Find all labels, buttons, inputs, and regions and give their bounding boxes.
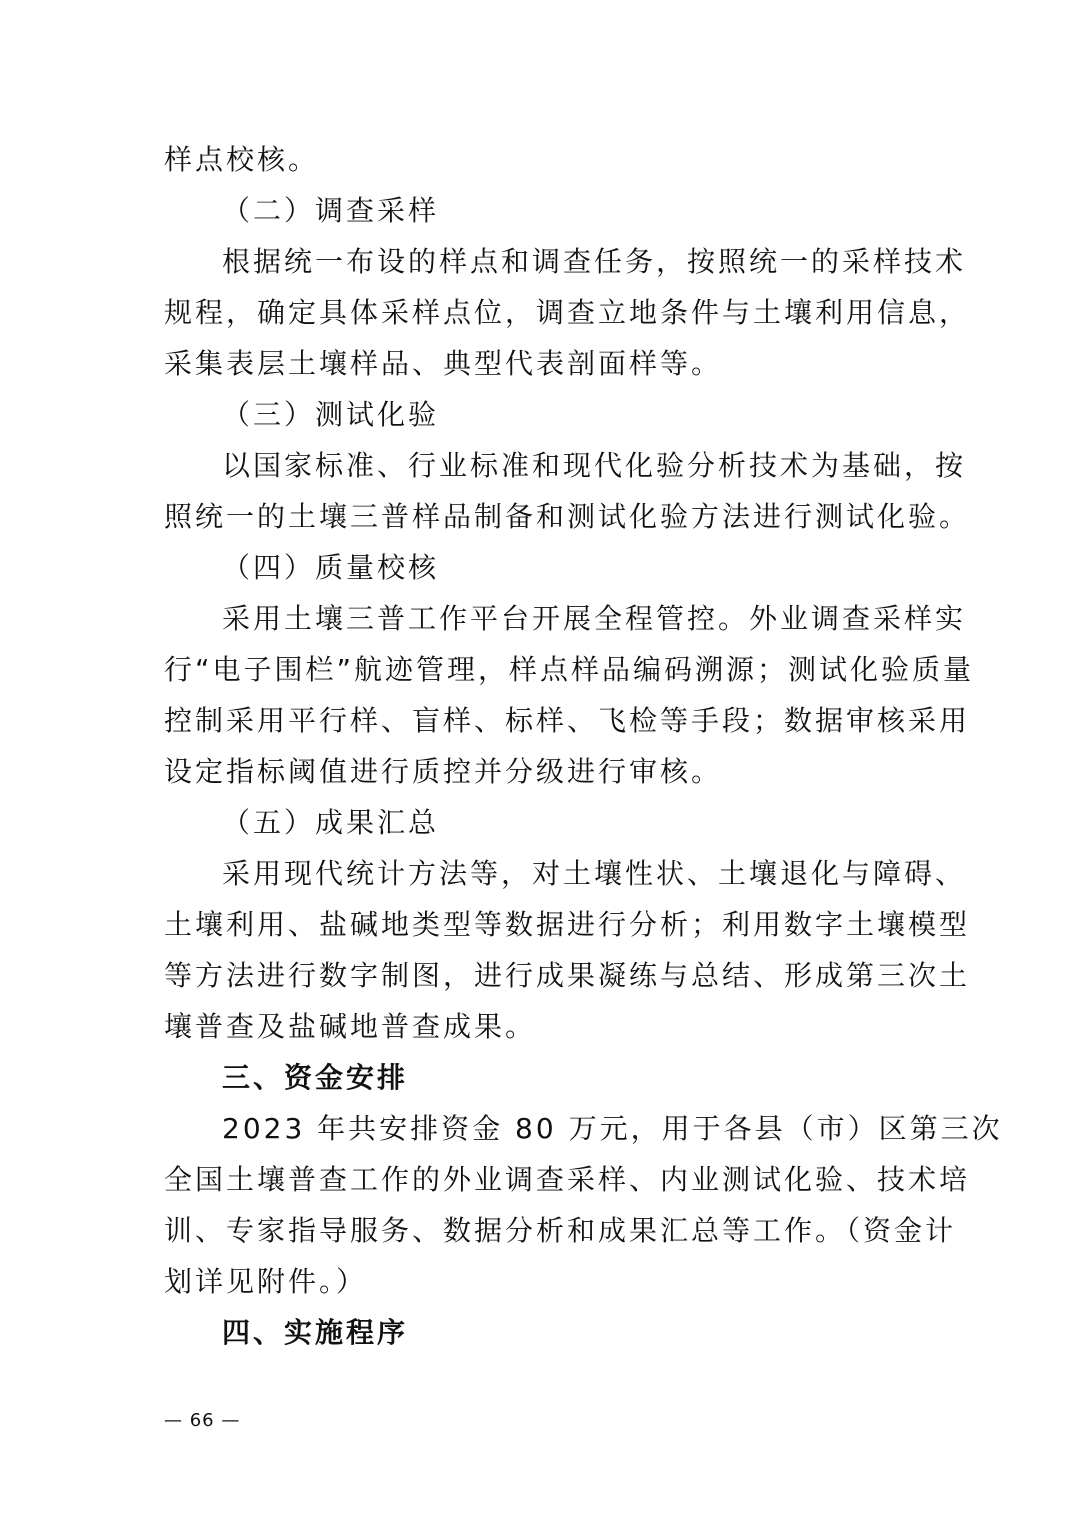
- text-line: 土壤利用、盐碱地类型等数据进行分析；利用数字土壤模型: [164, 908, 971, 941]
- text-line: 等方法进行数字制图，进行成果凝练与总结、形成第三次土: [164, 959, 971, 992]
- page-number: — 66 —: [164, 1410, 241, 1431]
- text-line: 划详见附件。）: [164, 1265, 368, 1298]
- section-heading: 四、实施程序: [222, 1316, 409, 1349]
- subheading: （二）调查采样: [222, 194, 440, 227]
- text-line: 照统一的土壤三普样品制备和测试化验方法进行测试化验。: [164, 500, 971, 533]
- text-line: 训、专家指导服务、数据分析和成果汇总等工作。（资金计: [164, 1214, 957, 1247]
- text-line: 控制采用平行样、盲样、标样、飞检等手段；数据审核采用: [164, 704, 971, 737]
- text-line: 根据统一布设的样点和调查任务，按照统一的采样技术: [222, 245, 967, 278]
- section-heading: 三、资金安排: [222, 1061, 409, 1094]
- text-line: 采用土壤三普工作平台开展全程管控。外业调查采样实: [222, 602, 967, 635]
- text-line: 全国土壤普查工作的外业调查采样、内业测试化验、技术培: [164, 1163, 971, 1196]
- text-line: 行“电子围栏”航迹管理，样点样品编码溯源；测试化验质量: [164, 653, 975, 686]
- text-line: 以国家标准、行业标准和现代化验分析技术为基础，按: [222, 449, 967, 482]
- text-line: 规程，确定具体采样点位，调查立地条件与土壤利用信息，: [164, 296, 971, 329]
- text-line: 样点校核。: [164, 143, 320, 176]
- subheading: （五）成果汇总: [222, 806, 440, 839]
- text-line: 采集表层土壤样品、典型代表剖面样等。: [164, 347, 723, 380]
- subheading: （三）测试化验: [222, 398, 440, 431]
- subheading: （四）质量校核: [222, 551, 440, 584]
- text-line: 采用现代统计方法等，对土壤性状、土壤退化与障碍、: [222, 857, 967, 890]
- text-line: 设定指标阈值进行质控并分级进行审核。: [164, 755, 723, 788]
- text-line: 2023 年共安排资金 80 万元，用于各县（市）区第三次: [222, 1112, 1003, 1145]
- text-line: 壤普查及盐碱地普查成果。: [164, 1010, 537, 1043]
